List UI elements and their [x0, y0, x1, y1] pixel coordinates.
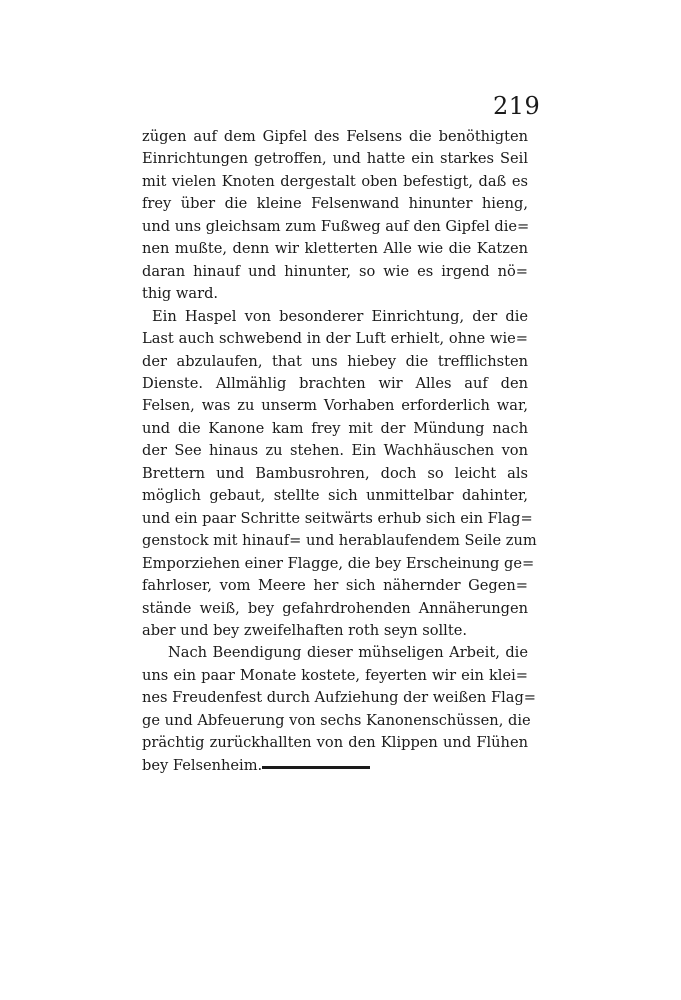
text-line: möglich gebaut, stellte sich unmittelbar dahinter,: [142, 487, 528, 505]
text-line: aber und bey zweifelhaften roth seyn sollte.: [142, 621, 467, 639]
text-line: prächtig zurückhallten von den Klippen und Flühen: [142, 734, 528, 752]
text-line: der abzulaufen, that uns hiebey die trefflichsten: [142, 352, 528, 370]
text-line: und ein paar Schritte seitwärts erhub sich ein Flag=: [142, 509, 533, 527]
text-line: thig ward.: [142, 285, 219, 303]
text-line: uns ein paar Monate kostete, feyerten wir ein klei=: [142, 666, 528, 684]
text-line: stände weiß, bey gefahrdrohenden Annäherungen: [142, 599, 528, 617]
text-line: zügen auf dem Gipfel des Felsens die benöthigten: [142, 128, 528, 145]
end-rule: [262, 766, 370, 769]
text-line: ge und Abfeuerung von sechs Kanonenschüssen, die: [142, 711, 531, 729]
text-line: und uns gleichsam zum Fußweg auf den Gipfel die=: [142, 217, 530, 235]
text-line: mit vielen Knoten dergestalt oben befestigt, daß es: [142, 172, 528, 190]
text-line: nes Freudenfest durch Aufziehung der weißen Flag=: [142, 689, 537, 707]
text-line: und die Kanone kam frey mit der Mündung nach: [142, 419, 528, 437]
text-line: Felsen, was zu unserm Vorhaben erforderlich war,: [142, 397, 528, 415]
text-line: Brettern und Bambusrohren, doch so leicht als: [142, 464, 528, 482]
text-line: Ein Haspel von besonderer Einrichtung, der die: [152, 307, 528, 325]
text-line: der See hinaus zu stehen. Ein Wachhäuschen von: [142, 442, 528, 460]
text-line: frey über die kleine Felsenwand hinunter hieng,: [142, 195, 528, 213]
text-line: bey Felsenheim.: [142, 756, 263, 774]
text-line: Nach Beendigung dieser mühseligen Arbeit, die: [168, 644, 528, 662]
body-text: [142, 126, 537, 777]
page-number: 219: [493, 92, 541, 120]
text-line: Emporziehen einer Flagge, die bey Erscheinung ge=: [142, 554, 535, 572]
text-line: Last auch schwebend in der Luft erhielt, ohne wie=: [142, 330, 528, 348]
text-line: daran hinauf und hinunter, so wie es irgend nö=: [142, 262, 528, 280]
text-line: Dienste. Allmählig brachten wir Alles auf den: [142, 374, 528, 392]
text-line: fahrloser, vom Meere her sich nähernder Gegen=: [142, 577, 528, 595]
text-line: Einrichtungen getroffen, und hatte ein starkes Seil: [142, 150, 528, 168]
text-line: nen mußte, denn wir kletterten Alle wie die Katzen: [142, 240, 528, 258]
text-line: genstock mit hinauf= und herablaufendem Seile zum: [142, 532, 537, 550]
